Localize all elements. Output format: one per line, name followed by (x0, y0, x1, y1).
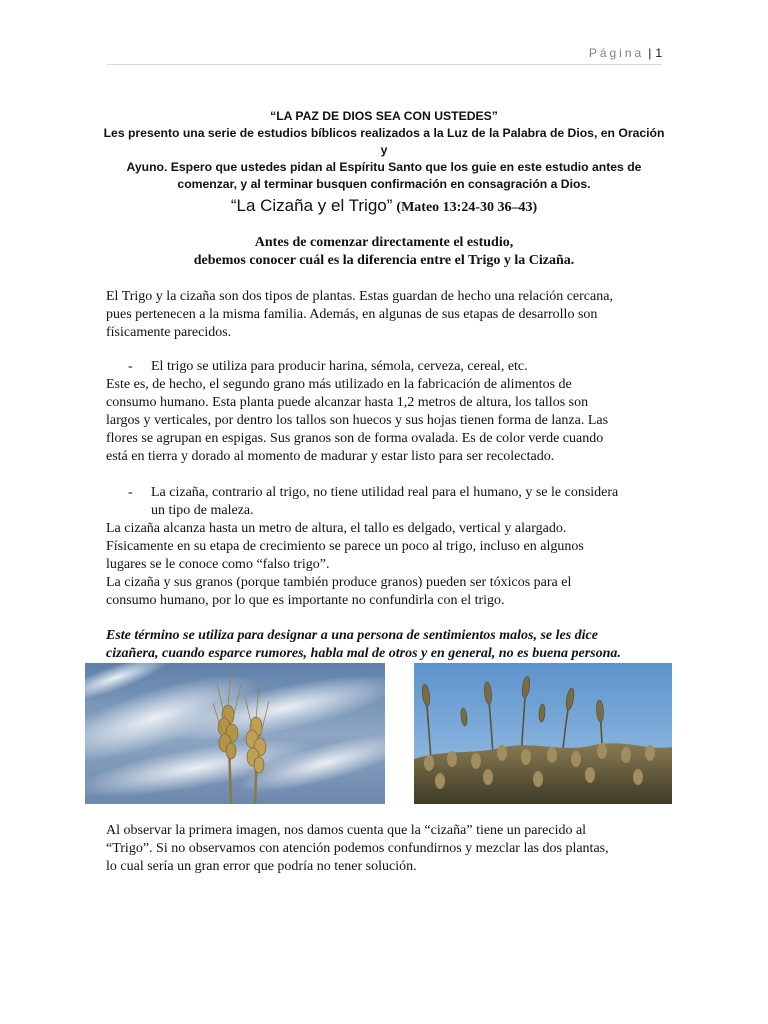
paragraph-line: El Trigo y la cizaña son dos tipos de plantas. Estas guardan de hecho una relación cercana, (106, 289, 613, 304)
bullet-item-cizana (106, 484, 662, 520)
paragraph-trigo (106, 358, 662, 466)
paragraph-line: largos y verticales, por dentro los tallos son huecos y sus hojas tienen forma de lanza. Las (106, 413, 609, 428)
bullet-text-line: La cizaña, contrario al trigo, no tiene utilidad real para el humano, y se le considera (151, 485, 619, 500)
emphasis-line: Este término se utiliza para designar a una persona de sentimientos malos, se les dice (106, 628, 598, 643)
paragraph-line: lugares se le conoce como “falso trigo”. (106, 557, 330, 572)
cizana-photo (85, 663, 385, 804)
wheat-field-photo-graphic (414, 663, 672, 804)
paragraph-line: está en tierra y dorado al momento de madurar y estar listo para ser recolectado. (106, 449, 555, 464)
intro-line: “LA PAZ DE DIOS SEA CON USTEDES” (270, 109, 498, 123)
paragraph-line: flores se agrupan en espigas. Sus granos son de forma ovalada. Es de color verde cuando (106, 431, 604, 446)
paragraph-line: pues pertenecen a la misma familia. Además, en algunas de sus etapas de desarrollo son (106, 307, 598, 322)
paragraph-cizana (106, 484, 662, 610)
paragraph-intro (106, 288, 662, 342)
page-label: Página (588, 46, 645, 60)
subtitle-line: debemos conocer cuál es la diferencia entre el Trigo y la Cizaña. (193, 253, 575, 268)
paragraph-line: Al observar la primera imagen, nos damos cuenta que la “cizaña” tiene un parecido al (106, 823, 587, 838)
page-divider: | (648, 46, 652, 60)
emphasis-note (106, 627, 666, 663)
paragraph-line: La cizaña y sus granos (porque también produce granos) pueden ser tóxicos para el (106, 575, 572, 590)
intro-line: Ayuno. Espero que ustedes pidan al Espíritu Santo que los guie en este estudio antes de (126, 160, 642, 174)
title-main: “La Cizaña y el Trigo” (230, 196, 393, 215)
intro-line: comenzar, y al terminar busquen confirmación en consagración a Dios. (177, 177, 591, 191)
paragraph-line: Este es, de hecho, el segundo grano más utilizado en la fabricación de alimentos de (106, 377, 572, 392)
bullet-item-trigo (106, 358, 662, 376)
paragraph-line: La cizaña alcanza hasta un metro de altura, el tallo es delgado, vertical y alargado. (106, 521, 567, 536)
page-number (589, 46, 662, 60)
bullet-dash: - (128, 359, 133, 374)
page-header (107, 46, 662, 65)
document-title (100, 196, 668, 216)
paragraph-line: Físicamente en su etapa de crecimiento se parece un poco al trigo, incluso en algunos (106, 539, 584, 554)
paragraph-line: “Trigo”. Si no observamos con atención podemos confundirnos y mezclar las dos plantas, (106, 841, 609, 856)
intro-line: Les presento una serie de estudios bíblicos realizados a la Luz de la Palabra de Dios, en Oración y (103, 126, 665, 157)
bullet-dash: - (128, 485, 133, 500)
emphasis-line: cizañera, cuando esparce rumores, habla mal de otros y en general, no es buena persona. (106, 646, 621, 661)
wheat-field-photo (414, 663, 672, 804)
title-reference: (Mateo 13:24-30 36–43) (396, 200, 538, 215)
paragraph-line: consumo humano, por lo que es importante no confundirla con el trigo. (106, 593, 505, 608)
paragraph-line: consumo humano. Esta planta puede alcanzar hasta 1,2 metros de altura, los tallos son (106, 395, 589, 410)
cizana-photo-graphic (85, 663, 385, 804)
subtitle-line: Antes de comenzar directamente el estudio, (254, 235, 514, 250)
closing-paragraph (106, 822, 662, 876)
bullet-text: El trigo se utiliza para producir harina, sémola, cerveza, cereal, etc. (151, 359, 528, 374)
subtitle (100, 234, 668, 270)
bullet-text (151, 484, 662, 520)
page-number-value: 1 (655, 46, 662, 60)
bullet-text-line: un tipo de maleza. (151, 503, 254, 518)
intro-block (100, 108, 668, 193)
paragraph-line: lo cual sería un gran error que podría no tener solución. (106, 859, 417, 874)
paragraph-line: físicamente parecidos. (106, 325, 232, 340)
